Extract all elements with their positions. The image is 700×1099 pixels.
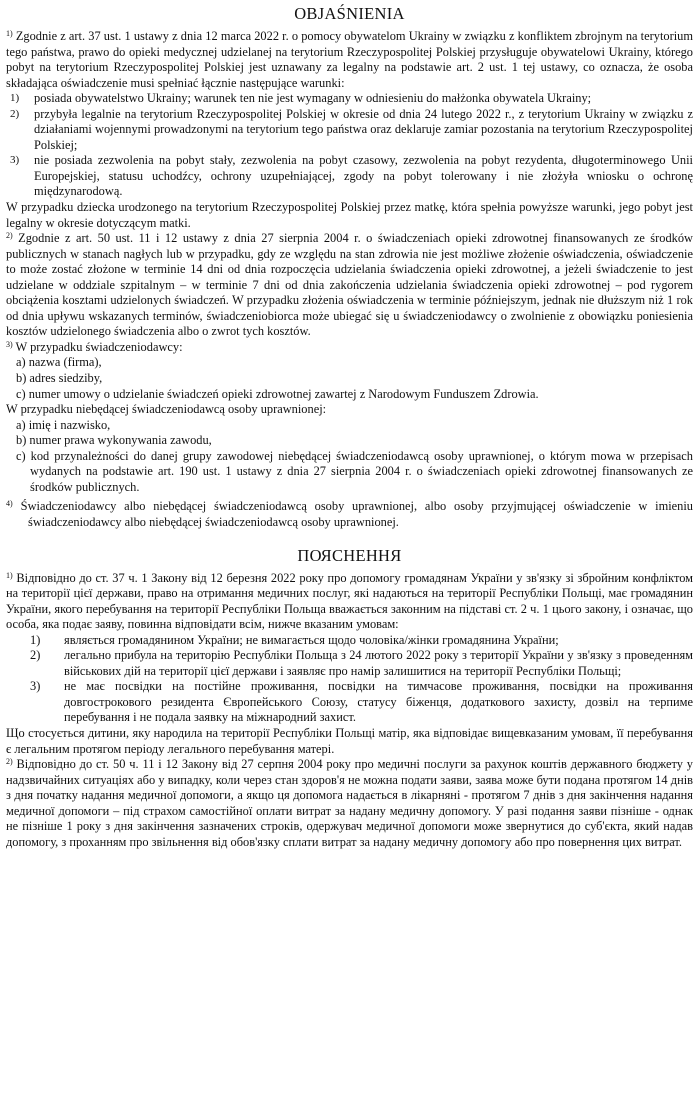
list-item: 3) nie posiada zezwolenia na pobyt stały, zezwolenia na pobyt czasowy, zezwolenia na pobyt rezydenta, długoterminowego Unii Europejskiej, statusu uchodźcy, ochrony uzupełniającej, zgody na pobyt tolerowany i nie złożyła wniosku o ochronę międzynarodową.	[10, 153, 693, 199]
ua-conditions-list	[6, 633, 693, 726]
list-item: 1) posiada obywatelstwo Ukrainy; warunek ten nie jest wymagany w odniesieniu do małżonka obywatela Ukrainy;	[10, 91, 592, 106]
pl-note-4: $^{4)}$ Świadczeniodawcy albo niebędącej świadczeniodawcą osoby uprawnionej, albo osoby przyjmującej oświadczenie w imieniu świadczeniodawcy albo niebędącej świadczeniodawcą osoby uprawnionej.	[6, 499, 693, 529]
pl-note-1	[6, 29, 693, 231]
footnote-mark: 2)	[6, 231, 13, 241]
list-item: 1) являється громадянином України; не вимагається щодо чоловіка/жінки громадянина України;	[30, 632, 559, 647]
list-item: 2) легально прибула на територію Республіки Польща з 24 лютого 2022 року з території України у зв'язку з проведенням військових дій на території цієї держави і заявляє про намір залишитися на території Республіки Польщі;	[30, 648, 693, 678]
list-item: c) numer umowy o udzielanie świadczeń opieki zdrowotnej zawartej z Narodowym Funduszem Zdrowia.	[16, 386, 539, 401]
pl-authorized-list	[6, 418, 693, 496]
ua-note-1-after: Що стосується дитини, яку народила на території Республіки Польщі матір, яка відповідає вищевказаним умовам, її перебування є легальним протягом періоду легального перебування матері.	[6, 725, 693, 756]
footnote-mark: 1)	[6, 570, 13, 580]
pl-conditions-list	[6, 91, 693, 200]
ua-note-2: $^{2)}$ Відповідно до ст. 50 ч. 11 і 12 Закону від 27 серпня 2004 року про медичні послуги за рахунок коштів державного бюджету у надзвичайних ситуаціях або у випадку, коли через стан здоров'я не можна подати заяви, заява може бути подана протягом 14 днів з дня початку надання медичної допомоги, а якщо ця допомога надається в лікарняні - протягом 7 днів з дня закінчення надання медичної допомоги – під страхом самостійної оплати витрат за надану медичну допомогу. У разі подання заяви пізніше - однак не пізніше 1 року з дня закінчення зазначених строків, одержувач медичної допомоги може звернутися до суб'єкта, який надав допомогу, з проханням про звільнення від обов'язку сплати витрат за надану медичну допомогу або про повернення цих витрат.	[6, 757, 693, 849]
pl-title: OBJAŚNIENIA	[294, 4, 405, 23]
list-item: a) imię i nazwisko,	[16, 417, 111, 432]
footnote-mark: 4)	[6, 499, 13, 509]
pl-note-1-text: $^{1)}$ Zgodnie z art. 37 ust. 1 ustawy z dnia 12 marca 2022 r. o pomocy obywatelom Ukrainy w związku z konfliktem zbrojnym na terytorium tego państwa, prawo do opieki medycznej udzielanej na terytorium Rzeczypospolitej Polskiej przysługuje obywatelowi Ukrainy, którego pobyt na terytorium Rzeczypospolitej Polskiej jest uznawany za legalny na podstawie art. 2 ust. 1 tej ustawy, co oznacza, że osoba składająca oświadczenie musi spełniać łącznie następujące warunki:	[6, 29, 693, 90]
pl-note-2: $^{2)}$ Zgodnie z art. 50 ust. 11 i 12 ustawy z dnia 27 sierpnia 2004 r. o świadczeniach opieki zdrowotnej finansowanych ze środków publicznych w stanach nagłych lub w przypadku, gdy ze względu na stan zdrowia nie jest możliwe złożenie oświadczenia, oświadczenie to może zostać złożone w terminie 14 dni od dnia rozpoczęcia udzielania świadczenia opieki zdrowotnej, a jeżeli świadczenie to jest udzielane w oddziale szpitalnym – w terminie 7 dni od dnia zakończenia udzielania świadczenia opieki zdrowotnej – pod rygorem obciążenia kosztami udzielonych świadczeń. W przypadku złożenia oświadczenia w terminie późniejszym, jednak nie dłuższym niż 1 rok od dnia upływu wskazanych terminów, świadczeniobiorca może ubiegać się u świadczeniodawcy o zwolnienie z obowiązku poniesienia kosztów udzielonego świadczenia albo o zwrot tych kosztów.	[6, 231, 693, 339]
list-item: 3) не має посвідки на постійне проживання, посвідки на тимчасове проживання, посвідки на проживання довгострокового резидента Європейського Союзу, статусу біженця, додаткового захисту, дозвіл на терпиме перебування і не подала заявку на міжнародний захист.	[30, 679, 693, 725]
ua-title: ПОЯСНЕННЯ	[297, 545, 402, 565]
footnote-mark: 3)	[6, 339, 13, 349]
list-item: c) kod przynależności do danej grupy zawodowej niebędącej świadczeniodawcą osoby uprawnionej, o którym mowa w przepisach wydanych na podstawie art. 190 ust. 1 ustawy z dnia 27 sierpnia 2004 r. o świadczeniach opieki zdrowotnej finansowanych ze środków publicznych.	[16, 448, 693, 494]
list-item: b) numer prawa wykonywania zawodu,	[16, 433, 212, 448]
list-item: b) adres siedziby,	[16, 371, 103, 386]
footnote-mark: 2)	[6, 757, 13, 767]
pl-note-1-after: W przypadku dziecka urodzonego na terytorium Rzeczypospolitej Polskiej przez matkę, która spełnia powyższe warunki, jego pobyt jest legalny w okresie dotyczącym matki.	[6, 200, 693, 230]
pl-provider-list	[6, 355, 693, 402]
footnote-mark: 1)	[6, 29, 13, 38]
list-item: 2) przybyła legalnie na terytorium Rzeczypospolitej Polskiej w okresie od dnia 24 lutego 2022 r., z terytorium Ukrainy w związku z działaniami wojennymi prowadzonymi na terytorium tego państwa oraz deklaruje zamiar pozostania na terytorium Rzeczypospolitej Polskiej;	[10, 106, 693, 152]
pl-note-3-text2: W przypadku niebędącej świadczeniodawcą osoby uprawnionej:	[6, 402, 327, 417]
pl-note-3: $^{3)}$ W przypadku świadczeniodawcy: a) nazwa (firma), b) adres siedziby, c) numer umowy o udzielanie świadczeń opieki zdrowotnej zawartej z Narodowym Funduszem Zdrowia. W przypadku niebędącej świadczeniodawcą osoby uprawnionej: a) imię i nazwisko, b) numer prawa wykonywania zawodu, c) kod przynależności do danej grupy zawodowej niebędącej świadczeniodawcą osoby uprawnionej, o którym mowa w przepisach wydanych na podstawie art. 190 ust. 1 ustawy z dnia 27 sierpnia 2004 r. o świadczeniach opieki zdrowotnej finansowanych ze środków publicznych.	[6, 339, 693, 494]
list-item: a) nazwa (firma),	[16, 355, 102, 370]
ua-note-1: $^{1)}$ Відповідно до ст. 37 ч. 1 Закону від 12 березня 2022 року про допомогу громадянам України у зв'язку зі збройним конфліктом на території цієї держави, право на отримання медичних послуг, які надаються на території Республіки Польщі, має громадянин України, якого перебування на території Республіки Польща вважається законним на підставі ст. 2 ч. 1 цього закону, і означає, що особа, яка подає заяву, повинна відповідати всім, нижче вказаним умовам: 1) являється громадянином України; не вимагається щодо чоловіка/жінки громадянина України; 2) легально прибула на територію Республіки Польща з 24 лютого 2022 року з території України у зв'язку з проведенням військових дій на території цієї держави і заявляє про намір залишитися на території Республіки Польщі; 3) не має посвідки на постійне проживання, посвідки на тимчасове проживання, посвідки на проживання довгострокового резидента Європейського Союзу, статусу біженця, додаткового захисту, дозвіл на терпиме перебування і не подала заявку на міжнародний захист. Що стосується дитини, яку народила на території Республіки Польщі матір, яка відповідає вищевказаним умовам, її перебування є легальним протягом періоду легального перебування матері.	[6, 570, 693, 756]
